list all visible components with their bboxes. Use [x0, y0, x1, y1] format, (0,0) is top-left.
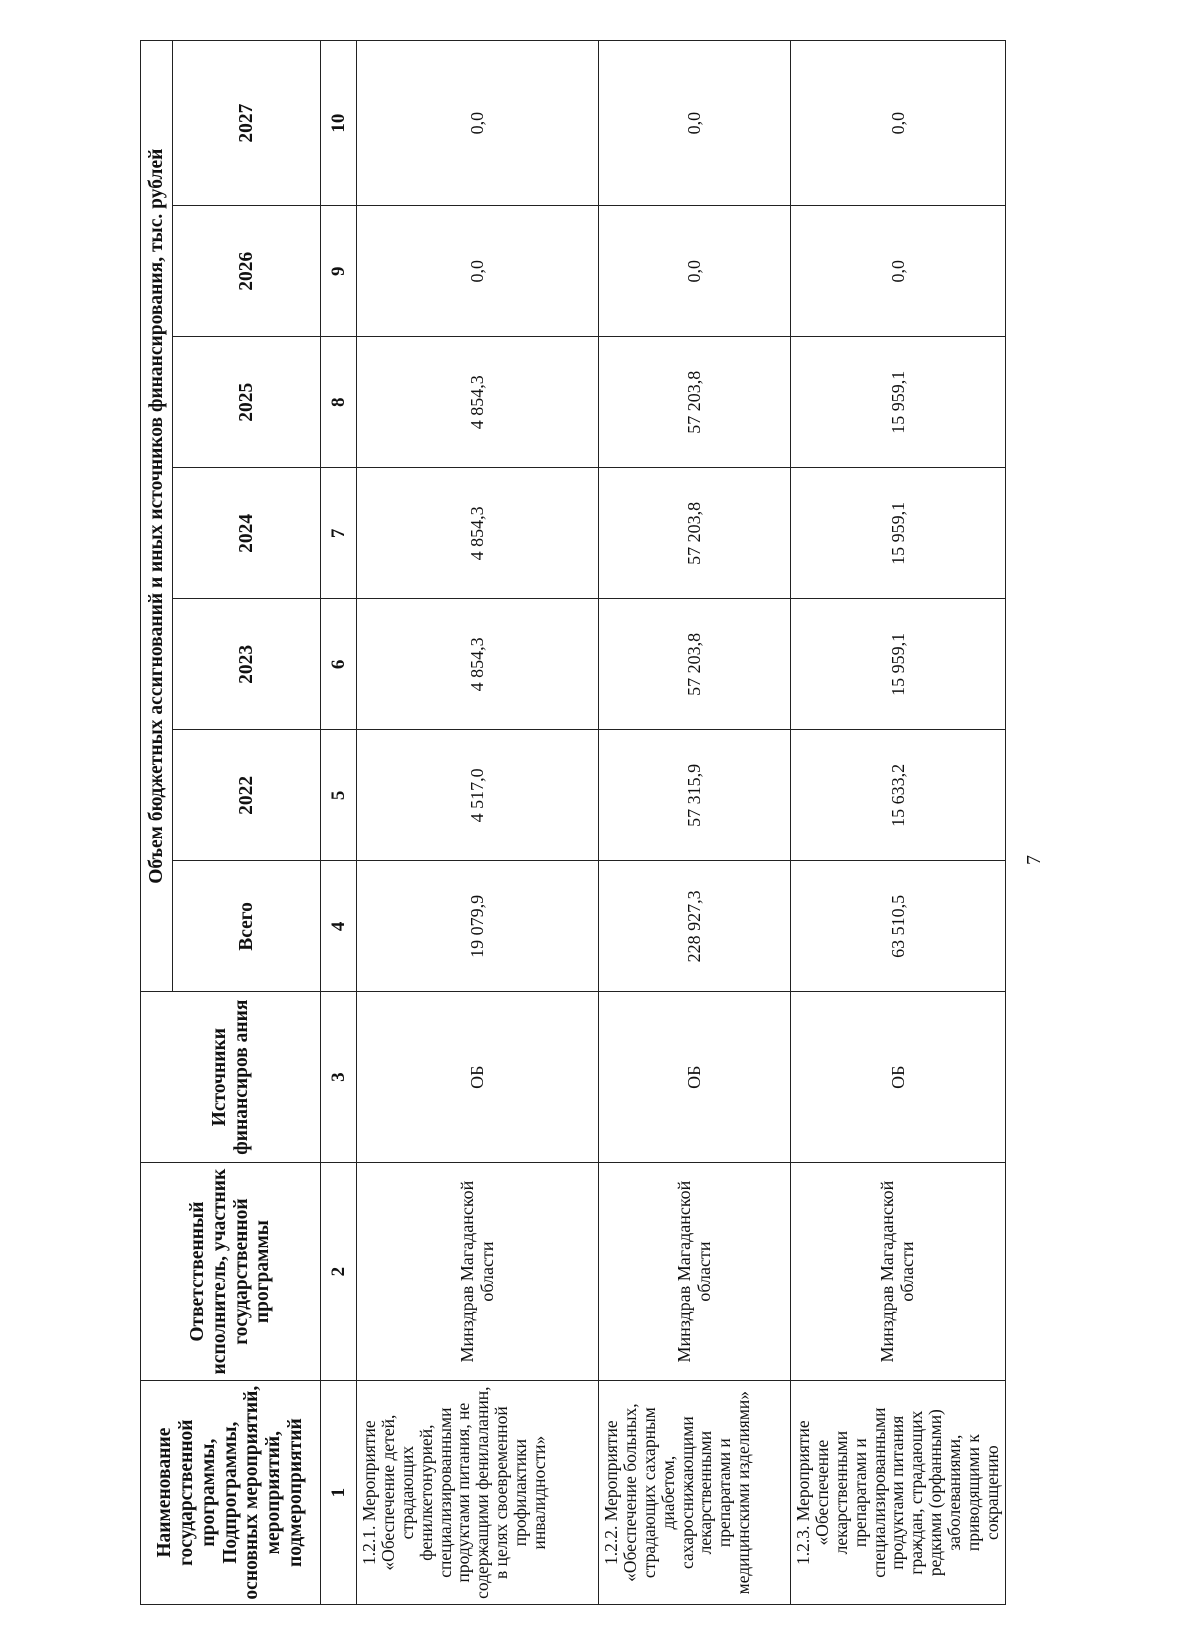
row-executor: Минздрав Магаданской области — [357, 1162, 599, 1380]
row-value-total: 228 927,3 — [599, 861, 791, 992]
row-value-2025: 15 959,1 — [791, 337, 1006, 468]
table-row — [599, 41, 791, 1605]
header-total: Всего — [173, 861, 321, 992]
column-number-row — [321, 41, 357, 1605]
row-value-2026: 0,0 — [357, 206, 599, 337]
row-value-2024: 4 854,3 — [357, 468, 599, 599]
row-value-2022: 57 315,9 — [599, 730, 791, 861]
page-number: 7 — [1023, 855, 1045, 865]
column-number: 7 — [321, 468, 357, 599]
column-number: 2 — [321, 1162, 357, 1380]
row-value-2026: 0,0 — [599, 206, 791, 337]
header-year-2022: 2022 — [173, 730, 321, 861]
row-name: 1.2.2. Мероприятие «Обеспечение больных, страдающих сахарным диабетом, сахароснижающими лекарственными препаратами и медицинскими изделиями» — [599, 1381, 791, 1605]
row-value-2026: 0,0 — [791, 206, 1006, 337]
row-value-2027: 0,0 — [791, 41, 1006, 206]
row-value-2027: 0,0 — [357, 41, 599, 206]
header-source: Источники финансиров ания — [141, 992, 321, 1162]
column-number: 8 — [321, 337, 357, 468]
table-row — [357, 41, 599, 1605]
row-executor: Минздрав Магаданской области — [599, 1162, 791, 1380]
row-source: ОБ — [599, 992, 791, 1162]
row-value-2022: 4 517,0 — [357, 730, 599, 861]
row-name: 1.2.1. Мероприятие «Обеспечение детей, страдающих фенилкетонурией, специализированными продуктами питания, не содержащими фенилаланин, в целях своевременной профилактики инвалидности» — [357, 1381, 599, 1605]
header-year-2027: 2027 — [173, 41, 321, 206]
header-name: Наименование государственной программы, Подпрограммы, основных мероприятий, мероприятий, подмероприятий — [141, 1381, 321, 1605]
header-year-2024: 2024 — [173, 468, 321, 599]
column-number: 9 — [321, 206, 357, 337]
row-value-2025: 4 854,3 — [357, 337, 599, 468]
row-value-2027: 0,0 — [599, 41, 791, 206]
row-value-2023: 15 959,1 — [791, 599, 1006, 730]
row-value-total: 19 079,9 — [357, 861, 599, 992]
row-value-2023: 57 203,8 — [599, 599, 791, 730]
column-number: 5 — [321, 730, 357, 861]
row-source: ОБ — [791, 992, 1006, 1162]
row-value-total: 63 510,5 — [791, 861, 1006, 992]
row-value-2022: 15 633,2 — [791, 730, 1006, 861]
header-year-2025: 2025 — [173, 337, 321, 468]
column-number: 6 — [321, 599, 357, 730]
row-value-2025: 57 203,8 — [599, 337, 791, 468]
row-source: ОБ — [357, 992, 599, 1162]
header-year-2023: 2023 — [173, 599, 321, 730]
column-number: 4 — [321, 861, 357, 992]
rotated-page — [140, 40, 1105, 1605]
row-executor: Минздрав Магаданской области — [791, 1162, 1006, 1380]
row-name: 1.2.3. Мероприятие «Обеспечение лекарственными препаратами и специализированными продуктами питания граждан, страдающих редкими (орфанными) заболеваниями, приводящими к сокращению — [791, 1381, 1006, 1605]
header-executor: Ответственный исполнитель, участник государственной программы — [141, 1162, 321, 1380]
column-number: 1 — [321, 1381, 357, 1605]
row-value-2023: 4 854,3 — [357, 599, 599, 730]
column-number: 10 — [321, 41, 357, 206]
funding-table — [140, 40, 1006, 1605]
column-number: 3 — [321, 992, 357, 1162]
header-funding-group: Объем бюджетных ассигнований и иных источников финансирования, тыс. рублей — [141, 41, 173, 992]
row-value-2024: 57 203,8 — [599, 468, 791, 599]
row-value-2024: 15 959,1 — [791, 468, 1006, 599]
header-year-2026: 2026 — [173, 206, 321, 337]
table-row — [791, 41, 1006, 1605]
